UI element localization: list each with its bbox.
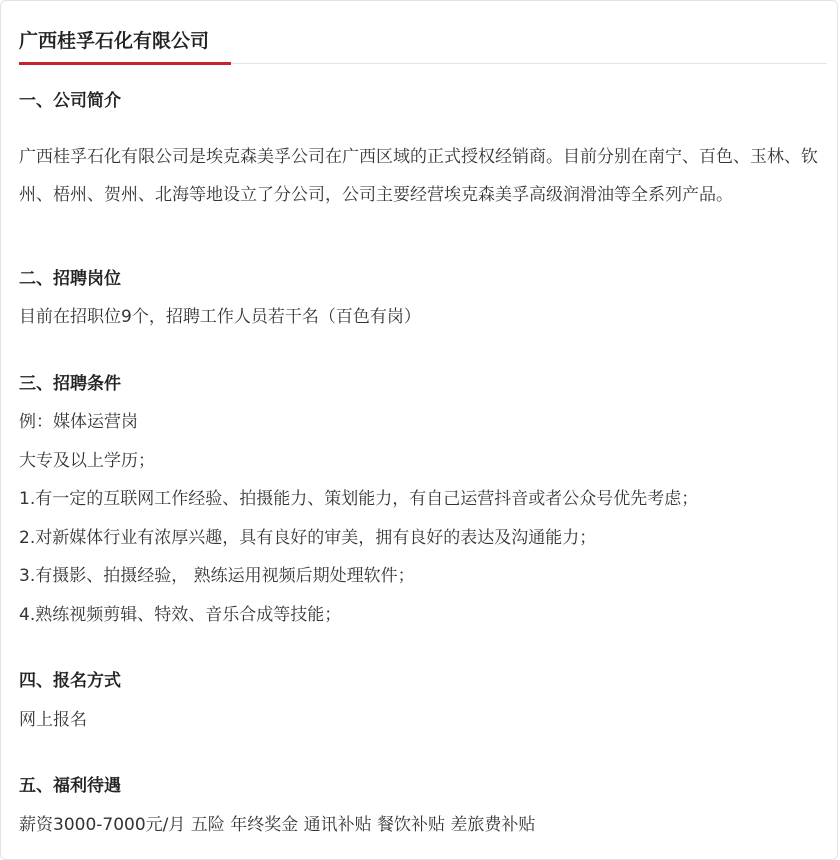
- requirement-item: 3.有摄影、拍摄经验， 熟练运用视频后期处理软件；: [19, 566, 415, 586]
- section-heading-apply: 四、报名方式: [19, 671, 121, 691]
- requirement-example: 例：媒体运营岗: [19, 412, 138, 432]
- title-bar: [19, 29, 827, 64]
- requirement-item: 4.熟练视频剪辑、特效、音乐合成等技能；: [19, 604, 342, 625]
- page-title: 广西桂孚石化有限公司: [19, 30, 210, 52]
- section-heading-benefits: 五、福利待遇: [19, 776, 121, 796]
- requirement-education: 大专及以上学历；: [19, 450, 155, 471]
- requirement-item: 1.有一定的互联网工作经验、拍摄能力、策划能力，有自己运营抖音或者公众号优先考虑；: [19, 489, 699, 509]
- section-heading-intro: 一、公司简介: [19, 91, 121, 111]
- benefits-text: 薪资3000-7000元/月 五险 年终奖金 通讯补贴 餐饮补贴 差旅费补贴: [19, 814, 536, 835]
- positions-text: 目前在招职位9个，招聘工作人员若干名（百色有岗）: [19, 307, 421, 327]
- apply-text: 网上报名: [19, 709, 87, 730]
- section-heading-positions: 二、招聘岗位: [19, 268, 121, 289]
- requirement-item: 2.对新媒体行业有浓厚兴趣，具有良好的审美，拥有良好的表达及沟通能力；: [19, 527, 597, 548]
- intro-text: 广西桂孚石化有限公司是埃克森美孚公司在广西区域的正式授权经销商。目前分别在南宁、百色、玉林、钦州、梧州、贺州、北海等地设立了分公司，公司主要经营埃克森美孚高级润滑油等全系列产品。: [19, 146, 818, 205]
- title-accent-underline: [19, 62, 231, 65]
- section-heading-requirements: 三、招聘条件: [19, 373, 121, 394]
- article-body: [19, 82, 827, 844]
